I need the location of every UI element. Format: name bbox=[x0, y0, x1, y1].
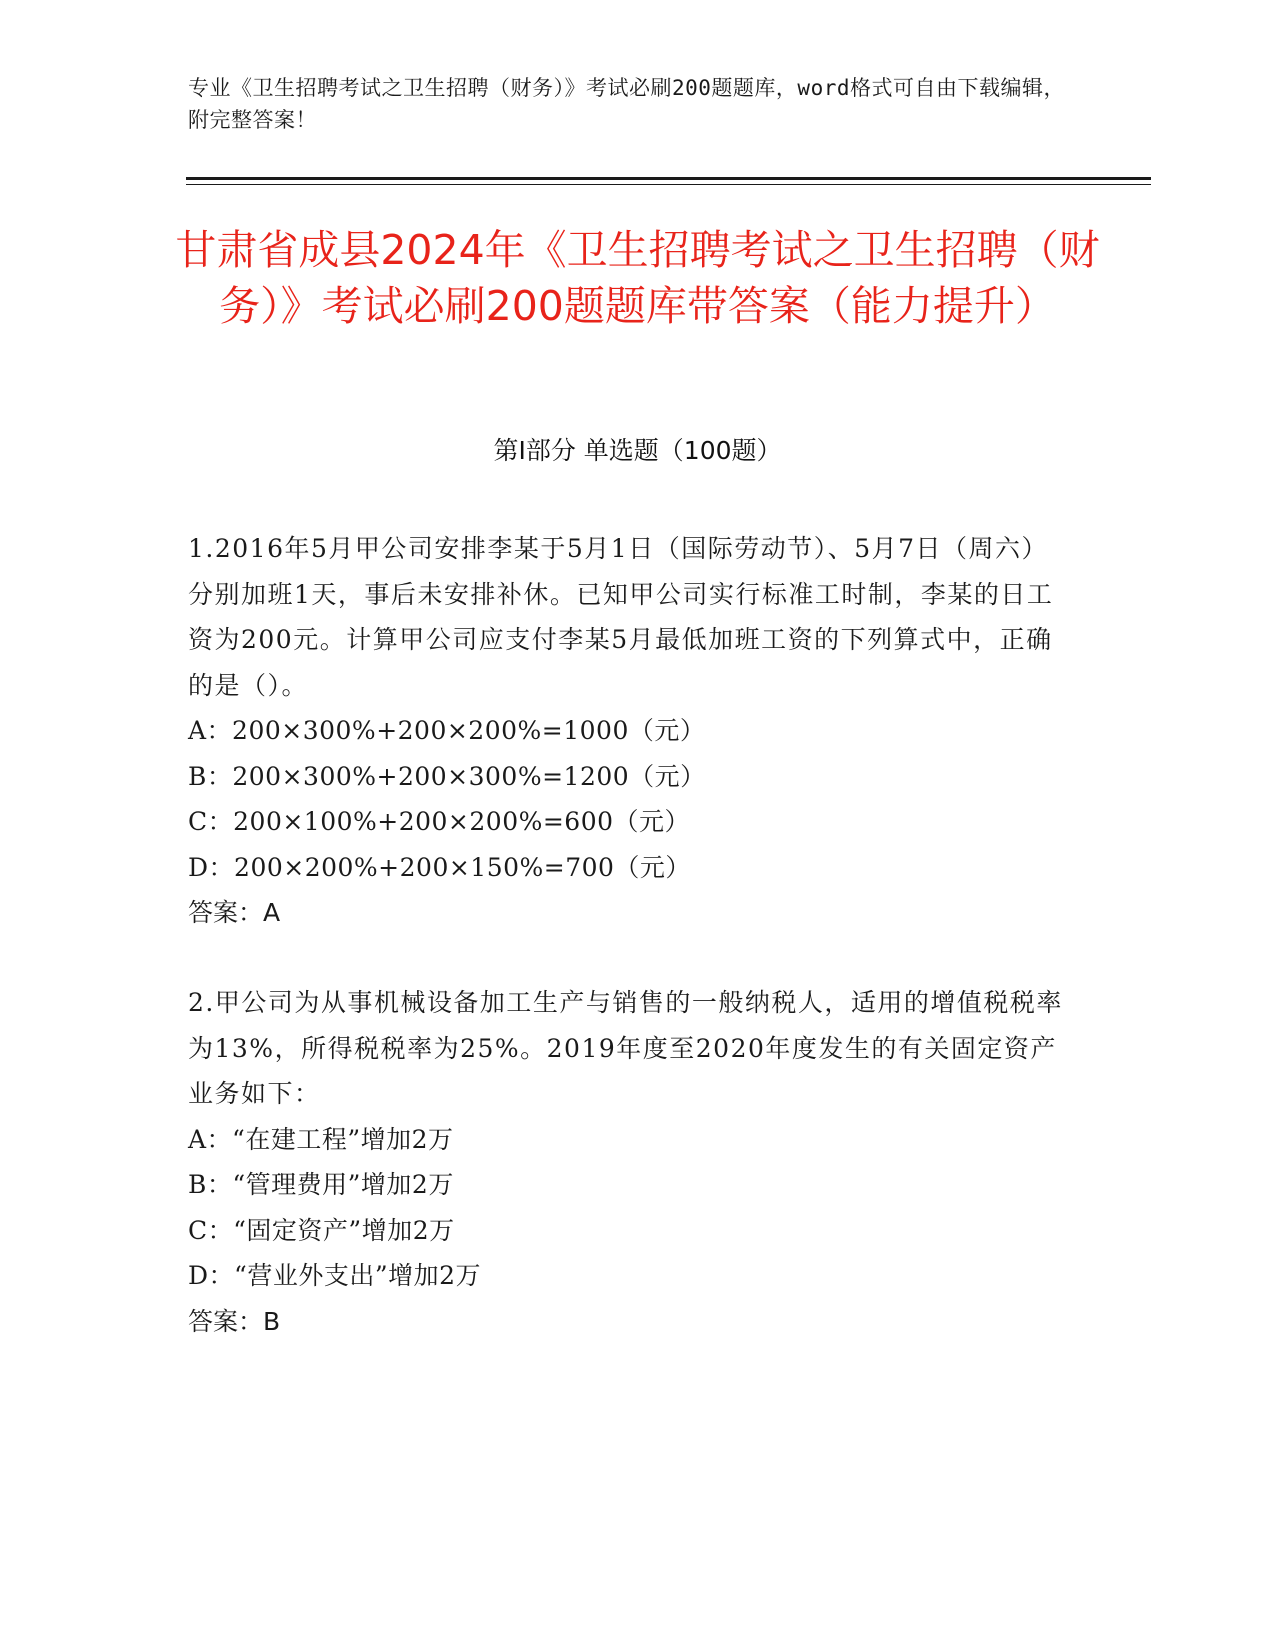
question-item bbox=[188, 526, 1068, 936]
question-stem: 2.甲公司为从事机械设备加工生产与销售的一般纳税人，适用的增值税税率为13%，所得税税率为25%。2019年度至2020年度发生的有关固定资产业务如下： bbox=[188, 988, 1063, 1108]
answer-line: 答案：A bbox=[188, 898, 281, 927]
answer-line: 答案：B bbox=[188, 1306, 281, 1336]
question-item bbox=[188, 980, 1068, 1344]
option-a: A：“在建工程”增加2万 bbox=[188, 1124, 454, 1154]
header-rule-thin bbox=[186, 184, 1151, 185]
option-b: B：200×300%+200×300%=1200（元） bbox=[188, 761, 706, 791]
header-rule-thick bbox=[186, 177, 1151, 180]
section-title: 第Ⅰ部分 单选题（100题） bbox=[493, 436, 782, 465]
option-b: B：“管理费用”增加2万 bbox=[188, 1170, 454, 1199]
option-c: C：“固定资产”增加2万 bbox=[188, 1215, 455, 1245]
question-stem: 1.2016年5月甲公司安排李某于5月1日（国际劳动节）、5月7日（周六）分别加班1天，事后未安排补休。已知甲公司实行标准工时制，李某的日工资为200元。计算甲公司应支付李某5月最低加班工资的下列算式中，正确的是（）。 bbox=[188, 534, 1054, 700]
document-title: 甘肃省成县2024年《卫生招聘考试之卫生招聘（财务）》考试必刷200题题库带答案（能力提升） bbox=[175, 226, 1100, 330]
option-d: D：200×200%+200×150%=700（元） bbox=[188, 852, 691, 882]
option-a: A：200×300%+200×200%=1000（元） bbox=[188, 716, 706, 745]
header-note: 专业《卫生招聘考试之卫生招聘（财务）》考试必刷200题题库，word格式可自由下载编辑，附完整答案！ bbox=[188, 76, 1065, 132]
option-d: D：“营业外支出”增加2万 bbox=[188, 1261, 482, 1290]
option-c: C：200×100%+200×200%=600（元） bbox=[188, 807, 691, 836]
